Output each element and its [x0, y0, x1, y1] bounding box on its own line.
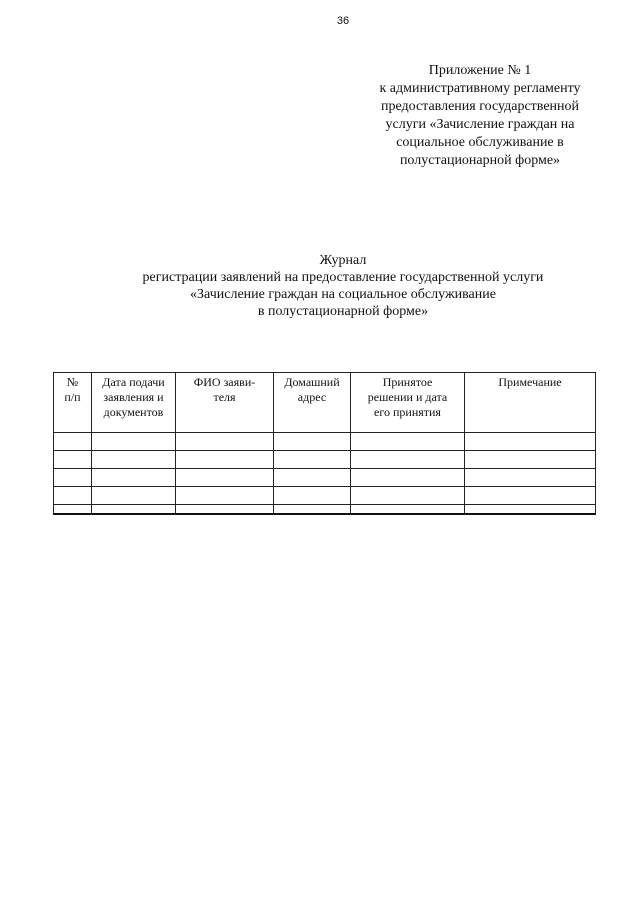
- appendix-line: услуги «Зачисление граждан на: [385, 117, 575, 132]
- table-cell: [351, 505, 465, 515]
- header-line: ФИО заяви-: [193, 375, 256, 389]
- table-cell: [176, 469, 274, 487]
- journal-title: [100, 252, 586, 320]
- appendix-line: полустационарной форме»: [399, 153, 561, 168]
- appendix-line: к административному регламенту: [379, 81, 581, 96]
- table-cell: [92, 487, 176, 505]
- table-cell: [92, 433, 176, 451]
- header-number: [54, 373, 92, 433]
- header-note: [465, 373, 596, 433]
- table-cell: [274, 487, 351, 505]
- table-cell: [176, 433, 274, 451]
- header-applicant-name: [176, 373, 274, 433]
- header-line: теля: [213, 390, 236, 404]
- header-decision: [351, 373, 465, 433]
- table-cell: [92, 505, 176, 515]
- header-line: Домашний: [284, 375, 340, 389]
- table-row: [54, 433, 596, 451]
- table-cell: [176, 505, 274, 515]
- table-row: [54, 469, 596, 487]
- table-cell: [274, 505, 351, 515]
- table-cell: [92, 469, 176, 487]
- header-line: документов: [103, 405, 164, 419]
- table-cell: [92, 451, 176, 469]
- journal-title-line: Журнал: [319, 253, 367, 268]
- table-cell: [176, 487, 274, 505]
- header-home-address: [274, 373, 351, 433]
- table-cell: [54, 469, 92, 487]
- table-cell: [465, 451, 596, 469]
- journal-title-line: в полустационарной форме»: [257, 304, 429, 319]
- table-cell: [274, 451, 351, 469]
- table-cell: [54, 487, 92, 505]
- header-line: адрес: [297, 390, 327, 404]
- appendix-note: [360, 62, 600, 170]
- table-cell: [54, 451, 92, 469]
- header-line: решении и дата: [367, 390, 448, 404]
- header-line: заявления и: [103, 390, 164, 404]
- table-cell: [351, 469, 465, 487]
- journal-title-line: «Зачисление граждан на социальное обслуживание: [190, 287, 496, 302]
- header-line: его принятия: [374, 405, 441, 419]
- table-row: [54, 451, 596, 469]
- page-number: 36: [336, 15, 350, 27]
- header-line: п/п: [64, 390, 81, 404]
- table-cell: [465, 505, 596, 515]
- header-line: Дата подачи: [102, 375, 165, 389]
- table-header-row: [54, 373, 596, 433]
- journal-title-line: регистрации заявлений на предоставление государственной услуги: [142, 270, 544, 285]
- table-cell: [351, 451, 465, 469]
- appendix-line: Приложение № 1: [428, 63, 532, 78]
- table-cell: [465, 433, 596, 451]
- table-cell: [465, 487, 596, 505]
- appendix-line: предоставления государственной: [380, 99, 580, 114]
- header-submission-date: [92, 373, 176, 433]
- table-cell: [465, 469, 596, 487]
- table-row: [54, 487, 596, 505]
- registration-table: [53, 372, 596, 515]
- header-line: Примечание: [498, 375, 562, 389]
- header-line: №: [66, 375, 79, 389]
- table-cell: [274, 469, 351, 487]
- table-cell: [176, 451, 274, 469]
- table-row: [54, 505, 596, 515]
- table-cell: [351, 487, 465, 505]
- table-cell: [54, 505, 92, 515]
- table-cell: [274, 433, 351, 451]
- table-cell: [54, 433, 92, 451]
- table-cell: [351, 433, 465, 451]
- header-line: Принятое: [382, 375, 433, 389]
- appendix-line: социальное обслуживание в: [396, 135, 564, 150]
